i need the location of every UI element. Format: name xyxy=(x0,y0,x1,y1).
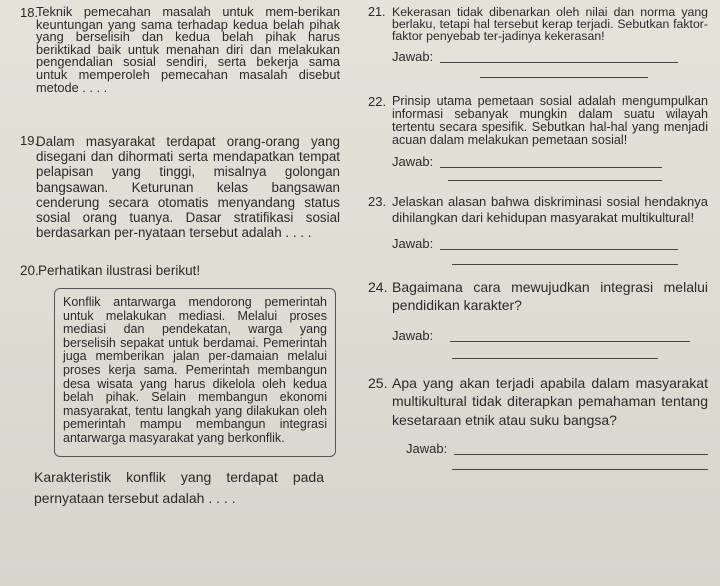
question-number: 20. xyxy=(20,263,39,278)
answer-extra-line-row xyxy=(368,252,708,274)
question-number: 19. xyxy=(20,133,39,148)
question-22 xyxy=(368,95,708,190)
answer-extra-line-row xyxy=(368,457,708,479)
answer-row xyxy=(392,236,708,252)
answer-label: Jawab: xyxy=(392,153,434,169)
question-number: 23. xyxy=(368,193,387,209)
question-23 xyxy=(368,194,708,274)
answer-line[interactable] xyxy=(450,341,690,342)
question-text: Prinsip utama pemetaan sosial adalah mengumpulkan informasi sebanyak mungkin dalam suatu wilayah tertentu secara spesifik. Sebutkan hal-hal yang menjadi acuan dalam melakukan pemetaan sosial! xyxy=(392,93,708,147)
question-18 xyxy=(20,6,340,120)
question-number: 24. xyxy=(368,278,388,295)
answer-line[interactable] xyxy=(440,167,662,168)
answer-row xyxy=(392,49,708,65)
right-column xyxy=(368,6,708,479)
answer-line[interactable] xyxy=(452,264,678,265)
answer-line[interactable] xyxy=(440,62,678,63)
answer-line[interactable] xyxy=(452,358,658,359)
question-25 xyxy=(368,374,708,480)
question-24 xyxy=(368,278,708,366)
question-number: 21. xyxy=(368,5,386,19)
answer-line[interactable] xyxy=(454,454,708,455)
question-intro: Perhatikan ilustrasi berikut! xyxy=(38,263,201,278)
question-text: Bagaimana cara mewujudkan integrasi melalui pendidikan karakter? xyxy=(392,278,708,313)
answer-label: Jawab: xyxy=(406,441,448,457)
answer-extra-line-row xyxy=(368,65,708,85)
question-20-prompt: Karakteristik konflik yang terdapat pada pernyataan tersebut adalah . . . . xyxy=(34,468,324,506)
answer-line[interactable] xyxy=(440,249,678,250)
answer-extra-line-row xyxy=(368,344,708,366)
question-number: 18. xyxy=(20,5,39,20)
answer-row xyxy=(392,154,708,170)
question-21 xyxy=(368,6,708,85)
answer-row xyxy=(392,328,708,344)
answer-label: Jawab: xyxy=(392,327,434,343)
answer-line[interactable] xyxy=(452,469,708,470)
answer-label: Jawab: xyxy=(392,235,434,251)
question-text: Jelaskan alasan bahwa diskriminasi sosial hendaknya dihilangkan dari kehidupan masyarakat multikultural! xyxy=(392,193,708,225)
answer-label: Jawab: xyxy=(392,48,434,64)
question-text: Apa yang akan terjadi apabila dalam masyarakat multikultural tidak diterapkan pemahaman tentang kesetaraan etnik atau suku bangsa? xyxy=(392,374,708,428)
question-number: 25. xyxy=(368,374,388,391)
question-number: 22. xyxy=(368,93,387,109)
question-19 xyxy=(20,134,340,260)
answer-line[interactable] xyxy=(448,180,662,181)
answer-row xyxy=(392,441,708,457)
illustration-box: Konflik antarwarga mendorong pemerintah untuk melakukan mediasi. Melalui proses mediasi dan pendekatan, warga yang berselisih sepakat untuk berdamai. Pemerintah juga memberikan jalan per-damaian melalui proses kerja sama. Pemerintah membangun desa wisata yang harus dikelola oleh kedua belah pihak. Selain membangun ekonomi masyarakat, tentu langkah yang dilakukan oleh pemerintah mampu membangun integrasi antarwarga masyarakat yang berkonflik. xyxy=(54,288,336,457)
question-text: Dalam masyarakat terdapat orang-orang yang disegani dan dihormati serta mendapatkan tempat pelapisan yang tinggi, misalnya golongan bangsawan. Keturunan kelas bangsawan cenderung secara otomatis menyandang status sosial orang tuanya. Dasar stratifikasi sosial berdasarkan per-nyataan tersebut adalah . . . . xyxy=(36,134,340,241)
answer-extra-line-row xyxy=(368,170,708,190)
answer-line[interactable] xyxy=(480,77,648,78)
question-20 xyxy=(20,264,340,509)
question-text: Kekerasan tidak dibenarkan oleh nilai dan norma yang berlaku, tetapi hal tersebut kerap terjadi. Sebutkan faktor-faktor penyebab ter-jadinya kekerasan! xyxy=(392,5,708,44)
left-column xyxy=(20,6,340,509)
question-text: Teknik pemecahan masalah untuk mem-berikan keuntungan yang sama terhadap kedua belah pihak yang berselisih dan kedua belah pihak harus beriktikad baik untuk menahan diri dan melakukan pengendalian sosial sendiri, serta bekerja sama untuk memperoleh pemecahan masalah disebut metode . . . . xyxy=(36,4,340,95)
